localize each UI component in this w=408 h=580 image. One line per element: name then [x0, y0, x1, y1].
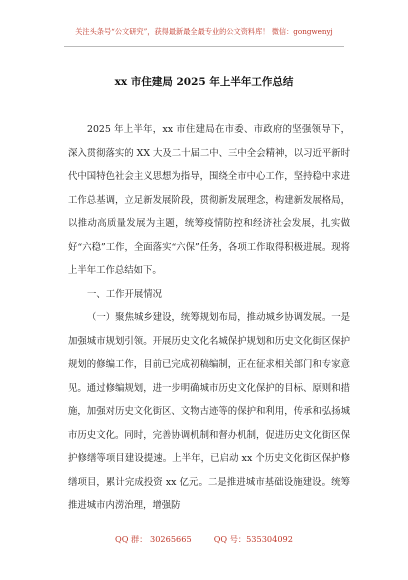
footer-contact — [0, 534, 408, 545]
intro-paragraph: 2025 年上半年，xx 市住建局在市委、市政府的坚强领导下，深入贯彻落实的 XX 大及二十届二中、三中全会精神，以习近平新时代中国特色社会主义思想为指导，围绕全市中心工作，坚持稳中求进工作总基调，立足新发展阶段，贯彻新发展理念，构建新发展格局，以推动高质量发展为主题，统筹疫情防控和经济社会发展，扎实做好“六稳”工作，全面落实“六保”任务，各项工作取得积极进展。现将上半年工作总结如下。 — [68, 124, 350, 276]
header-note: 关注头条号“公文研究”，获得最新最全最专业的公文资料库！ 微信：gongwenyj — [75, 27, 333, 36]
section-paragraph: （一）聚焦城乡建设，统筹规划布局，推动城乡协调发展。一是加强城市规划引领。开展历史文化名城保护规划和历史文化街区保护规划的修编工作，目前已完成初稿编制，正在征求相关部门和专家意见。通过修编规划，进一步明确城市历史文化保护的目标、原则和措施，加强对历史文化街区、文物古迹等的保护和利用，传承和弘扬城市历史文化。同时，完善协调机制和督办机制，促进历史文化街区保护修缮等项目建设提速。上半年，已启动 xx 个历史文化街区保护修缮项目，累计完成投资 xx 亿元。二是推进城市基础设施建设。统筹推进城市内涝治理，增强防 — [68, 312, 350, 511]
page-title: xx 市住建局 2025 年上半年工作总结 — [114, 76, 294, 88]
footer-qq-group: QQ 群： 30265665 — [115, 534, 192, 544]
header-divider — [64, 46, 344, 47]
footer-qq-number: QQ 号：535304092 — [213, 534, 293, 544]
section-heading: 一、工作开展情况 — [87, 288, 163, 300]
document-body — [68, 118, 350, 518]
